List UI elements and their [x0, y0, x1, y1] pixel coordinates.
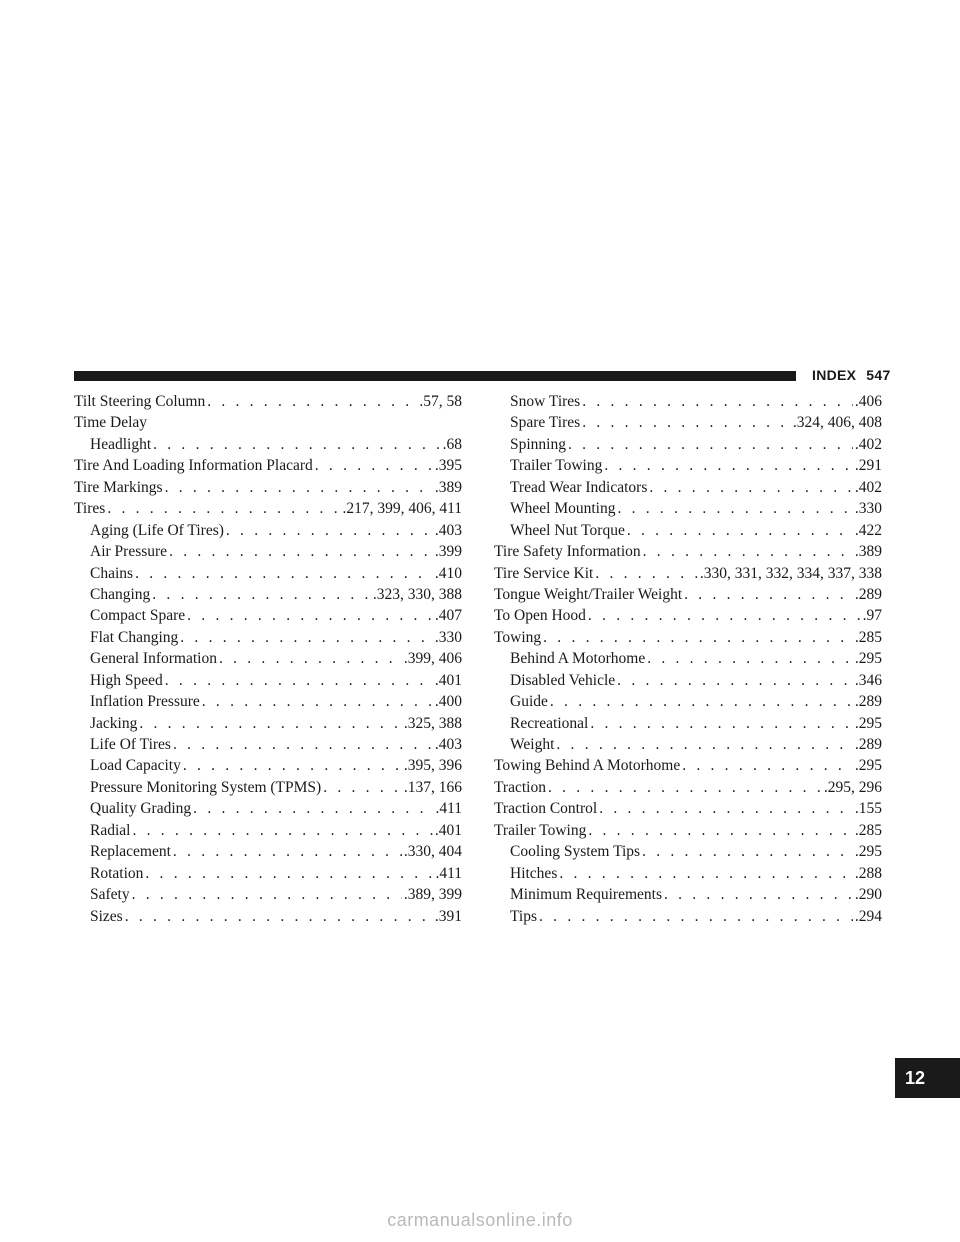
watermark: carmanualsonline.info — [387, 1210, 573, 1230]
index-term: Tire Safety Information — [494, 543, 641, 561]
index-entry — [494, 734, 882, 755]
index-term: Weight — [510, 736, 555, 753]
index-term: Inflation Pressure — [90, 693, 200, 711]
dot-leader — [643, 541, 853, 562]
index-entry — [494, 605, 882, 626]
dot-leader — [559, 863, 853, 884]
dot-leader — [180, 627, 433, 648]
dot-leader — [107, 498, 340, 519]
page-reference[interactable]: .97 — [862, 607, 882, 625]
page-reference[interactable]: .289 — [854, 693, 882, 711]
page-reference[interactable]: .57, 58 — [419, 393, 462, 410]
index-term: High Speed — [90, 671, 163, 689]
page-reference[interactable]: .217, 399, 406, 411 — [342, 500, 462, 518]
index-entry — [494, 563, 882, 584]
index-column-right — [494, 391, 882, 927]
page-reference[interactable]: .325, 388 — [403, 714, 462, 732]
page-number: 547 — [866, 367, 891, 383]
index-term: Trailer Towing — [510, 457, 603, 475]
dot-leader — [152, 584, 371, 605]
index-entry — [74, 841, 462, 862]
index-term: Tires — [74, 500, 106, 518]
index-entry — [74, 713, 462, 734]
dot-leader — [684, 584, 853, 605]
index-term: Tongue Weight/Trailer Weight — [494, 585, 683, 603]
index-term: Air Pressure — [90, 543, 168, 561]
index-term: Traction Control — [494, 800, 598, 818]
index-entry — [494, 713, 882, 734]
index-entry — [494, 820, 882, 841]
index-entry — [74, 755, 462, 776]
index-entry — [494, 477, 882, 498]
dot-leader — [604, 455, 853, 476]
page-header — [812, 367, 891, 383]
index-term: Jacking — [90, 714, 138, 732]
index-entry — [74, 391, 462, 412]
page-reference[interactable]: .346 — [854, 671, 882, 689]
index-term: Snow Tires — [510, 393, 581, 410]
page-reference[interactable]: .295, 296 — [823, 778, 882, 796]
page-reference[interactable]: .411 — [435, 800, 462, 818]
page-reference[interactable]: .402 — [854, 435, 882, 453]
dot-leader — [315, 455, 433, 476]
index-term: Tire Markings — [74, 478, 163, 496]
dot-leader — [627, 520, 853, 541]
dot-leader — [595, 563, 698, 584]
dot-leader — [568, 434, 853, 455]
dot-leader — [664, 884, 853, 905]
page-reference[interactable]: .407 — [434, 607, 462, 625]
dot-leader — [125, 906, 433, 927]
page-reference[interactable]: .288 — [854, 864, 882, 882]
index-term: Tips — [510, 907, 538, 925]
page-reference[interactable]: .395 — [434, 457, 462, 475]
index-entry — [74, 455, 462, 476]
index-term: Towing — [494, 628, 542, 646]
index-entry — [494, 755, 882, 776]
index-entry — [494, 841, 882, 862]
dot-leader — [582, 412, 791, 433]
dot-leader — [139, 713, 402, 734]
index-entry — [494, 498, 882, 519]
dot-leader — [582, 391, 853, 412]
index-term: Aging (Life Of Tires) — [90, 521, 224, 539]
index-entry — [74, 412, 462, 433]
index-entry — [494, 412, 882, 433]
page-reference[interactable]: .323, 330, 388 — [372, 585, 462, 603]
index-entry — [74, 541, 462, 562]
dot-leader — [135, 563, 433, 584]
dot-leader — [617, 670, 853, 691]
index-entry — [74, 498, 462, 519]
index-term: Replacement — [90, 843, 171, 861]
dot-leader — [207, 391, 417, 412]
page-reference[interactable]: .290 — [854, 886, 882, 904]
dot-leader — [193, 798, 433, 819]
page-reference[interactable]: .294 — [854, 907, 882, 925]
index-entry — [74, 563, 462, 584]
dot-leader — [682, 755, 853, 776]
page-reference[interactable]: .295 — [854, 650, 882, 668]
index-entry — [494, 391, 882, 412]
index-entry — [74, 584, 462, 605]
index-entry — [494, 627, 882, 648]
index-term: Time Delay — [74, 414, 148, 432]
index-term: Life Of Tires — [90, 736, 171, 753]
index-entry — [494, 777, 882, 798]
index-term: Tilt Steering Column — [74, 393, 206, 410]
dot-leader — [550, 691, 853, 712]
dot-leader — [588, 820, 853, 841]
page-reference[interactable]: .324, 406, 408 — [792, 414, 882, 432]
index-entry — [494, 584, 882, 605]
index-term: Flat Changing — [90, 628, 179, 646]
index-entry — [494, 670, 882, 691]
dot-leader — [556, 734, 852, 755]
page-reference[interactable]: .295 — [854, 843, 882, 861]
index-entry — [74, 863, 462, 884]
index-term: Spinning — [510, 435, 566, 453]
index-entry — [494, 455, 882, 476]
chapter-tab[interactable]: 12 — [895, 1058, 960, 1098]
index-term: Safety — [90, 886, 130, 904]
page-reference[interactable]: .389 — [434, 478, 462, 496]
index-entry — [494, 906, 882, 927]
index-entry — [494, 884, 882, 905]
index-term: Sizes — [90, 907, 123, 925]
index-entry — [74, 691, 462, 712]
index-term: General Information — [90, 650, 217, 668]
dot-leader — [219, 648, 402, 669]
dot-leader — [323, 777, 402, 798]
index-term: Towing Behind A Motorhome — [494, 757, 681, 775]
index-entry — [494, 648, 882, 669]
page-reference[interactable]: .401 — [434, 821, 462, 839]
page-reference[interactable]: .330, 404 — [403, 843, 462, 861]
dot-leader — [642, 841, 853, 862]
page-reference[interactable]: .399, 406 — [403, 650, 462, 668]
page-reference[interactable]: .137, 166 — [403, 778, 462, 796]
header-rule — [74, 371, 796, 381]
index-term: Trailer Towing — [494, 821, 587, 839]
index-term: Quality Grading — [90, 800, 192, 818]
dot-leader — [183, 755, 402, 776]
index-term: Wheel Mounting — [510, 500, 616, 518]
dot-leader — [173, 841, 402, 862]
page-reference[interactable]: .403 — [434, 736, 462, 753]
index-term: Pressure Monitoring System (TPMS) — [90, 778, 322, 796]
page-reference[interactable]: .399 — [434, 543, 462, 561]
page-reference[interactable]: .289 — [854, 736, 882, 753]
index-term: Radial — [90, 821, 131, 839]
index-entry — [74, 906, 462, 927]
index-entry — [494, 798, 882, 819]
index-term: Cooling System Tips — [510, 843, 641, 861]
index-entry — [494, 863, 882, 884]
page-reference[interactable]: .401 — [434, 671, 462, 689]
page-reference[interactable]: .422 — [854, 521, 882, 539]
index-term: Compact Spare — [90, 607, 186, 625]
page-reference[interactable]: .402 — [854, 478, 882, 496]
index-term: Chains — [90, 564, 134, 582]
index-term: Minimum Requirements — [510, 886, 662, 904]
dot-leader — [543, 627, 853, 648]
page-reference[interactable]: .410 — [434, 564, 462, 582]
index-entry — [494, 691, 882, 712]
index-term: Tread Wear Indicators — [510, 478, 648, 496]
page-reference[interactable]: .289 — [854, 585, 882, 603]
index-term: Changing — [90, 585, 151, 603]
dot-leader — [649, 477, 853, 498]
index-entry — [74, 477, 462, 498]
index-term: Guide — [510, 693, 548, 711]
index-term: Recreational — [510, 714, 589, 732]
page-reference[interactable]: .330 — [854, 500, 882, 518]
index-entry — [494, 541, 882, 562]
dot-leader — [647, 648, 853, 669]
dot-leader — [590, 713, 853, 734]
dot-leader — [153, 434, 441, 455]
dot-leader — [145, 863, 433, 884]
page-reference[interactable]: .411 — [435, 864, 462, 882]
page-reference[interactable]: .155 — [854, 800, 882, 818]
index-entry — [74, 884, 462, 905]
section-title: INDEX — [812, 367, 857, 383]
page-reference[interactable]: .330, 331, 332, 334, 337, 338 — [699, 564, 882, 582]
index-term: Tire Service Kit — [494, 564, 594, 582]
dot-leader — [132, 884, 402, 905]
index-term: Load Capacity — [90, 757, 181, 775]
index-entry — [74, 605, 462, 626]
index-entry — [74, 648, 462, 669]
page-reference[interactable]: .391 — [434, 907, 462, 925]
index-entry — [74, 670, 462, 691]
index-term: Traction — [494, 778, 546, 796]
dot-leader — [599, 798, 853, 819]
dot-leader — [187, 605, 433, 626]
dot-leader — [173, 734, 433, 755]
page-reference[interactable]: .291 — [854, 457, 882, 475]
page-reference[interactable]: .406 — [854, 393, 882, 410]
index-term: Behind A Motorhome — [510, 650, 646, 668]
index-entry — [74, 820, 462, 841]
index-term: Spare Tires — [510, 414, 581, 432]
dot-leader — [617, 498, 852, 519]
dot-leader — [548, 777, 822, 798]
index-entry — [74, 520, 462, 541]
dot-leader — [165, 670, 433, 691]
dot-leader — [132, 820, 432, 841]
dot-leader — [539, 906, 853, 927]
index-entry — [74, 798, 462, 819]
index-entry — [74, 434, 462, 455]
index-term: Hitches — [510, 864, 558, 882]
index-entry — [494, 520, 882, 541]
page-reference[interactable]: .403 — [434, 521, 462, 539]
index-term: Disabled Vehicle — [510, 671, 616, 689]
index-term: To Open Hood — [494, 607, 586, 625]
dot-leader — [165, 477, 433, 498]
dot-leader — [226, 520, 433, 541]
dot-leader — [588, 605, 861, 626]
page-reference[interactable]: .285 — [854, 628, 882, 646]
dot-leader — [202, 691, 433, 712]
index-term: Rotation — [90, 864, 144, 882]
page-reference[interactable]: .400 — [434, 693, 462, 711]
index-term: Headlight — [90, 435, 152, 453]
index-entry — [74, 627, 462, 648]
page-reference[interactable]: .295 — [854, 757, 882, 775]
page-reference[interactable]: .389 — [854, 543, 882, 561]
index-column-left — [74, 391, 462, 927]
index-term: Wheel Nut Torque — [510, 521, 625, 539]
page-reference[interactable]: .295 — [854, 714, 882, 732]
index-entry — [74, 734, 462, 755]
page-reference[interactable]: .285 — [854, 821, 882, 839]
page-reference[interactable]: .389, 399 — [403, 886, 462, 904]
index-entry — [74, 777, 462, 798]
index-entry — [494, 434, 882, 455]
page-reference[interactable]: .68 — [442, 435, 462, 453]
page-reference[interactable]: .395, 396 — [403, 757, 462, 775]
index-term: Tire And Loading Information Placard — [74, 457, 313, 475]
page-reference[interactable]: .330 — [434, 628, 462, 646]
dot-leader — [169, 541, 433, 562]
